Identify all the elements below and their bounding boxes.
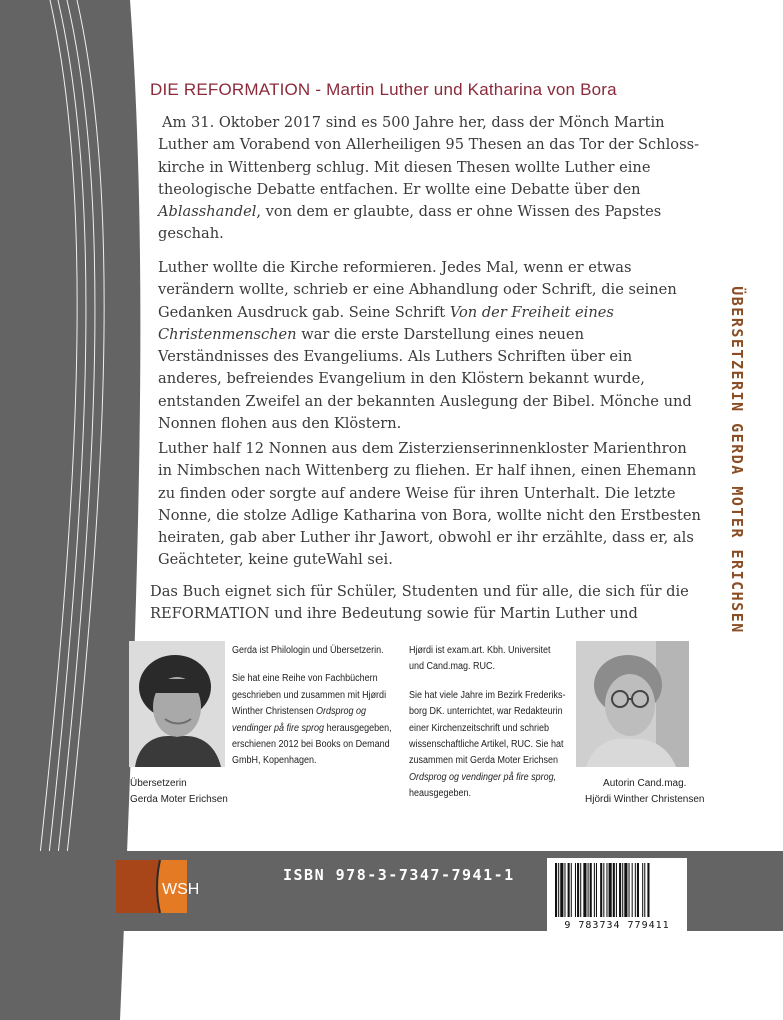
paragraph-audience: Das Buch eignet sich für Schüler, Studenten und für alle, die sich für die REFORMATION und ihre Bedeutung sowie für Martin Luther und — [150, 583, 689, 623]
paragraph-nuns: Luther half 12 Nonnen aus dem Zisterzienserinnenkloster Marienthron in Nimbschen nach Wittenberg zu fliehen. Er half ihnen, einen Ehemann zu finden oder sorgte auf andere Weise für ihren Unterhalt. Die letzte Nonne, die stolze Adlige Katharina von Bora, wollte nicht den Erstbesten heiraten, gab aber Luther ihr Jawort, obwohl er ihr erzählte, dass er, als Geächteter, keine guteWahl sei. — [158, 440, 701, 569]
author-caption: Autorin Cand.mag. Hjördi Winther Christensen — [585, 778, 705, 806]
spine-translator-credit: ÜBERSETZERIN GERDA MOTER ERICHSEN — [728, 286, 746, 634]
publisher-logo-text: WSH — [162, 881, 200, 898]
paragraph-reform: Luther wollte die Kirche reformieren. Jedes Mal, wenn er etwas verändern wollte, schrieb er eine Abhandlung oder Schrift, die seinen Gedanken Ausdruck gab. Seine Schrift Von der Freiheit eines Christenmenschen war die erste Darstellung eines neuen Verständnisses des Evangeliums. Als Luthers Schriften über ein anderes, befreiendes Evangelium in den Klöstern bekannt wurde, entstanden Zweifel an der bekannten Auslegung der Bibel. Mönche und Nonnen flohen aus den Klöstern. — [158, 259, 692, 433]
author-photo — [576, 641, 689, 767]
barcode-bars — [555, 863, 679, 917]
barcode — [547, 858, 687, 934]
paragraph-intro: Am 31. Oktober 2017 sind es 500 Jahre her, dass der Mönch Martin Luther am Vorabend von Allerheiligen 95 Thesen an das Tor der Schloss- kirche in Wittenberg schlug. Mit diesen Thesen wollte Luther eine theologische Debatte entfachen. Er wollte eine Debatte über den Ablasshandel, von dem er glaubte, dass er ohne Wissen des Papstes geschah. — [158, 114, 699, 243]
author-bio: Hjørdi ist exam.art. Kbh. Universitet und Cand.mag. RUC. Sie hat viele Jahre im Bezirk Frederiks- borg DK. unterrichtet, war Redakteurin einer Kirchenzeitschrift und schrieb wissenschaftliche Artikel, RUC. Sie hat zusammen mit Gerda Moter Erichsen Ordsprog og vendinger på fire sprog, heausgegeben. — [409, 645, 566, 800]
publisher-logo — [116, 860, 200, 913]
book-title: DIE REFORMATION - Martin Luther und Katharina von Bora — [150, 80, 617, 99]
translator-caption: Übersetzerin Gerda Moter Erichsen — [130, 778, 228, 806]
isbn-number: ISBN 978-3-7347-7941-1 — [283, 866, 515, 884]
translator-photo — [129, 641, 225, 767]
translator-bio: Gerda ist Philologin und Übersetzerin. Sie hat eine Reihe von Fachbüchern geschrieben und zusammen mit Hjørdi Winther Christensen Ordsprog og vendinger på fire sprog herausgegeben, erschienen 2012 bei Books on Demand GmbH, Kopenhagen. — [232, 645, 392, 767]
barcode-number: 9 783734 779411 — [564, 920, 670, 931]
